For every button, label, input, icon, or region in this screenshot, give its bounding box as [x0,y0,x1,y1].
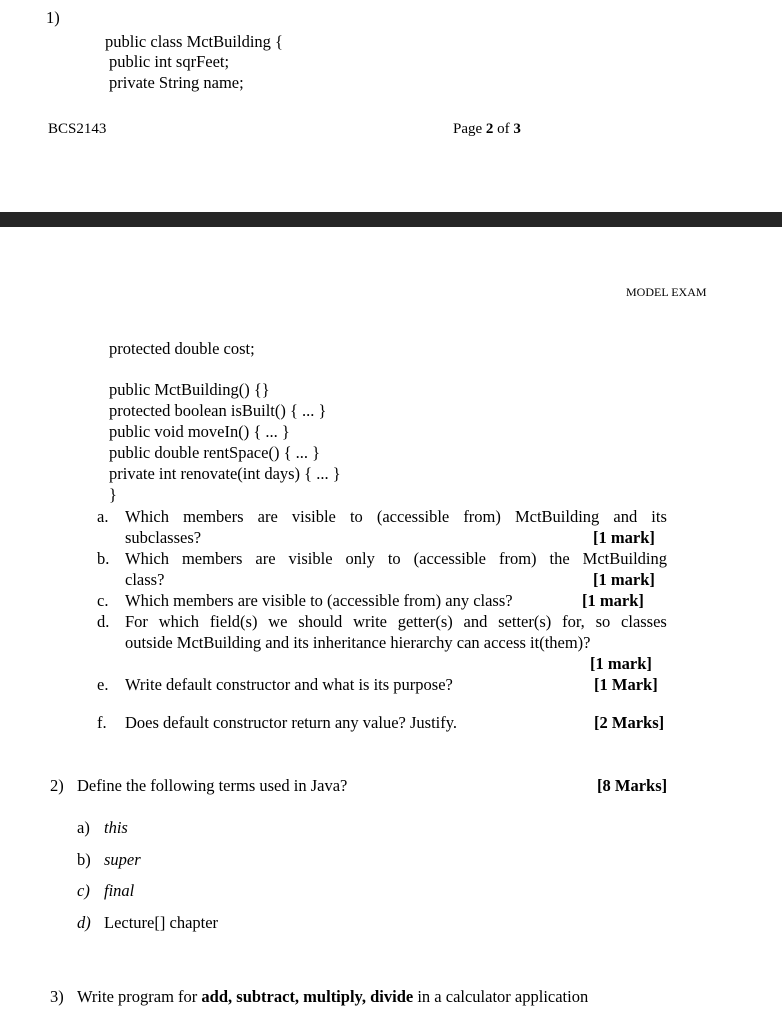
code-line: public void moveIn() { ... } [109,422,290,441]
mark-label: [2 Marks] [594,713,665,732]
subquestion-f-text: Does default constructor return any value? Justify. [125,713,458,732]
code-line: public int sqrFeet; [109,52,230,71]
subquestion-letter: f. [97,713,107,732]
code-line: public class MctBuilding { [105,32,283,51]
subquestion-letter: a. [97,507,109,526]
page-separator [0,212,782,227]
question-3-text: Write program for add, subtract, multiply, divide in a calculator application [77,987,589,1006]
term-letter: d) [77,913,91,932]
subquestion-letter: c. [97,591,109,610]
page-header-model-exam: MODEL EXAM [626,285,707,299]
question-3-number: 3) [50,987,64,1006]
code-line: public MctBuilding() {} [109,380,270,399]
subquestion-letter: e. [97,675,109,694]
subquestion-b-line2: class? [125,570,165,589]
subquestion-letter: d. [97,612,110,631]
mark-label: [1 Mark] [594,675,658,694]
mark-label: [1 mark] [582,591,644,610]
code-line: protected boolean isBuilt() { ... } [109,401,327,420]
footer-page-number: Page 2 of 3 [453,121,521,137]
subquestion-d-line2: outside MctBuilding and its inheritance hierarchy can access it(them)? [125,633,591,652]
code-line: private String name; [109,73,244,92]
mark-label: [1 mark] [590,654,652,673]
term-super: super [104,850,141,869]
term-letter: b) [77,850,91,869]
question-2-text: Define the following terms used in Java? [77,776,348,795]
subquestion-e-text: Write default constructor and what is its purpose? [125,675,453,694]
term-letter: c) [77,881,90,900]
subquestion-a-line1: Which members are visible to (accessible from) MctBuilding and its [125,507,667,526]
question-2-number: 2) [50,776,64,795]
code-line: public double rentSpace() { ... } [109,443,321,462]
code-line: } [109,485,117,504]
term-lecture-chapter: Lecture[] chapter [104,913,219,932]
mark-label: [1 mark] [593,570,655,589]
code-line: protected double cost; [109,339,255,358]
subquestion-letter: b. [97,549,110,568]
term-letter: a) [77,818,90,837]
term-final: final [104,881,135,900]
question-1-number: 1) [46,8,60,27]
subquestion-a-line2: subclasses? [125,528,202,547]
mark-label: [1 mark] [593,528,655,547]
subquestion-d-line1: For which field(s) we should write getter(s) and setter(s) for, so classes [125,612,667,631]
subquestion-c-text: Which members are visible to (accessible from) any class? [125,591,513,610]
footer-course-code: BCS2143 [48,121,107,137]
code-line: private int renovate(int days) { ... } [109,464,341,483]
term-this: this [104,818,128,837]
subquestion-b-line1: Which members are visible only to (accessible from) the MctBuilding [125,549,667,568]
mark-label: [8 Marks] [597,776,668,795]
